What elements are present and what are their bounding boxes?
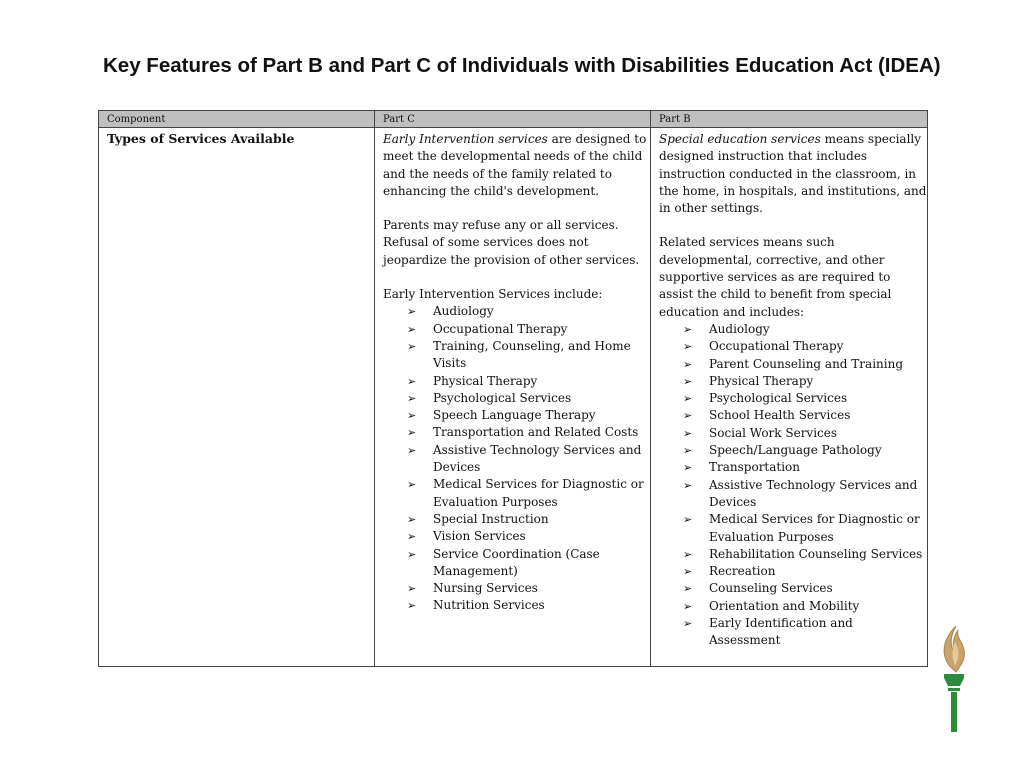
header-part-c: Part C [375,111,651,128]
torch-band [948,688,960,691]
list-item: ➢ School Health Services [683,407,927,424]
torch-cup [944,678,964,686]
part-c-intro [383,131,650,200]
list-item: ➢ Parent Counseling and Training [683,356,927,373]
torch-icon [934,624,974,734]
list-item: ➢ Physical Therapy [407,373,650,390]
list-item: ➢ Assistive Technology Services and Devices [407,442,650,477]
list-item: ➢ Assistive Technology Services and Devices [683,477,927,512]
header-component: Component [99,111,375,128]
list-item: ➢ Nutrition Services [407,597,650,614]
list-item: ➢ Training, Counseling, and Home Visits [407,338,650,373]
header-part-b: Part B [651,111,928,128]
list-item: ➢ Medical Services for Diagnostic or Evaluation Purposes [407,476,650,511]
list-item: ➢ Speech Language Therapy [407,407,650,424]
page-title: Key Features of Part B and Part C of Individuals with Disabilities Education Act (IDEA) [103,54,941,77]
list-item: ➢ Physical Therapy [683,373,927,390]
component-cell: Types of Services Available [99,128,375,667]
list-item: ➢ Occupational Therapy [407,321,650,338]
part-c-cell [375,128,651,667]
list-item: ➢ Transportation and Related Costs [407,424,650,441]
list-item: ➢ Rehabilitation Counseling Services [683,546,927,563]
part-b-cell [651,128,928,667]
part-c-refusal-text: Parents may refuse any or all services. Refusal of some services does not jeopardize the provision of other services. [383,218,640,267]
part-c-intro-text: are designed to meet the developmental needs of the child and the needs of the family related to enhancing the child's development. [383,132,647,198]
part-c-list-intro: Early Intervention Services include: [383,287,603,302]
list-item: ➢ Recreation [683,563,927,580]
part-c-intro-italic: Early Intervention services [383,132,548,146]
list-item: ➢ Psychological Services [407,390,650,407]
list-item: ➢ Social Work Services [683,425,927,442]
list-item: ➢ Transportation [683,459,927,476]
torch-handle [951,692,957,732]
features-table [98,110,928,667]
part-b-intro [659,131,927,217]
part-b-intro-text: means specially designed instruction that includes instruction conducted in the classroom, in the home, in hospitals, and institutions, and in other settings. [659,132,927,216]
list-item: ➢ Occupational Therapy [683,338,927,355]
list-item: ➢ Speech/Language Pathology [683,442,927,459]
list-item: ➢ Audiology [683,321,927,338]
torch-rim [944,674,964,678]
list-item: ➢ Orientation and Mobility [683,598,927,615]
list-item: ➢ Early Identification and Assessment [683,615,927,650]
part-c-service-list [383,303,650,614]
table-row [99,128,928,667]
list-item: ➢ Service Coordination (Case Management) [407,546,650,581]
part-b-service-list [659,321,927,650]
table-header-row [99,111,928,128]
list-item: ➢ Psychological Services [683,390,927,407]
list-item: ➢ Nursing Services [407,580,650,597]
list-item: ➢ Special Instruction [407,511,650,528]
list-item: ➢ Vision Services [407,528,650,545]
part-b-intro-italic: Special education services [659,132,821,146]
part-b-related-services-text: Related services means such developmental, corrective, and other supportive services as are required to assist the child to benefit from special education and includes: [659,235,892,319]
list-item: ➢ Audiology [407,303,650,320]
list-item: ➢ Medical Services for Diagnostic or Evaluation Purposes [683,511,927,546]
list-item: ➢ Counseling Services [683,580,927,597]
